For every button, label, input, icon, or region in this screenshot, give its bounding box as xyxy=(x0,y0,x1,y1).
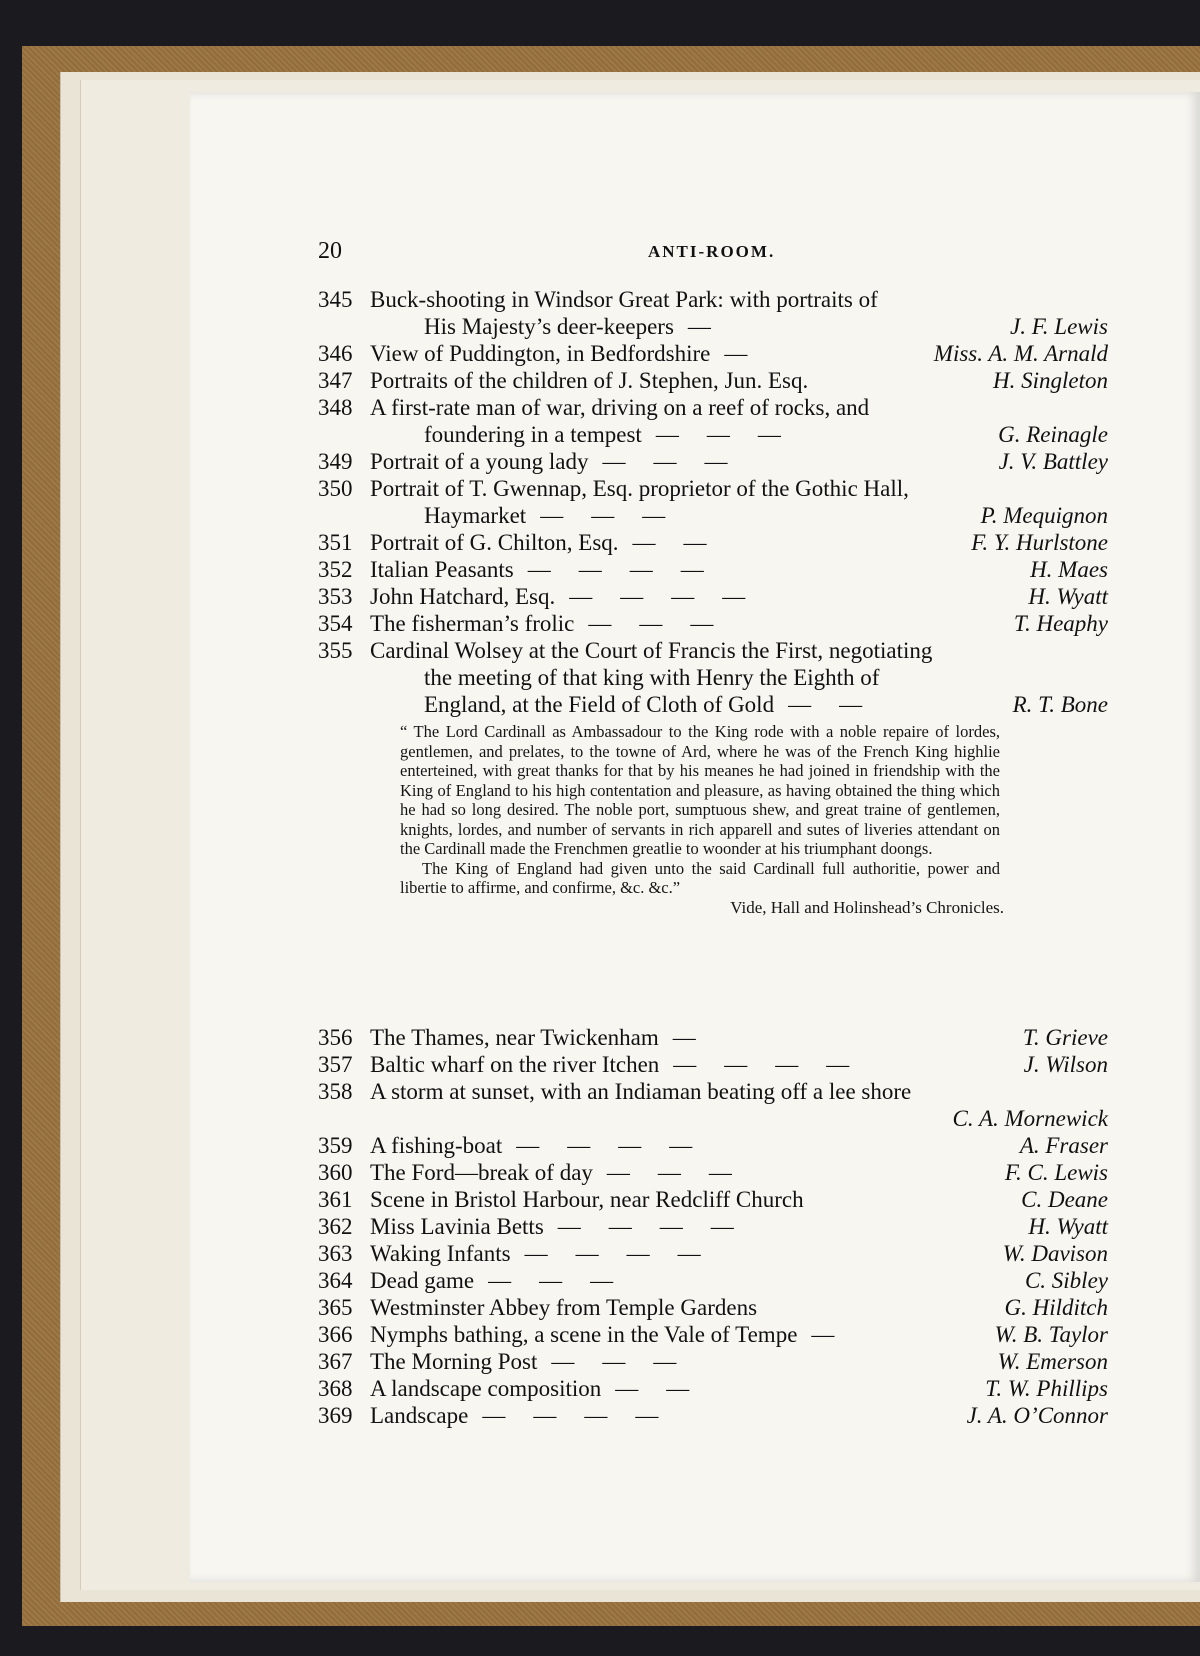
entry-title-text: Miss Lavinia Betts xyxy=(370,1214,544,1239)
entry-number: 353 xyxy=(318,584,353,609)
entry-title-text: The Thames, near Twickenham xyxy=(370,1025,659,1050)
leader-dash: — xyxy=(653,449,677,474)
artist-name: C. Deane xyxy=(1021,1187,1108,1212)
entry-line xyxy=(318,1105,1108,1132)
entry-number: 350 xyxy=(318,476,353,501)
leader-dash: — xyxy=(591,503,615,528)
entry-title-text: A first-rate man of war, driving on a reef of rocks, and xyxy=(370,395,870,420)
catalogue-entry xyxy=(318,286,1108,340)
entry-number: 357 xyxy=(318,1052,353,1077)
entry-title-text: The fisherman’s frolic xyxy=(370,611,575,636)
entry-title-text: foundering in a tempest xyxy=(424,422,642,447)
catalogue-entry xyxy=(318,1213,1108,1240)
quote-attribution: Vide, Hall and Holinshead’s Chronicles. xyxy=(730,897,1004,917)
entry-title-text: The Ford—break of day xyxy=(370,1160,593,1185)
leader-dash: — xyxy=(687,314,711,339)
entry-number: 356 xyxy=(318,1025,353,1050)
entry-line xyxy=(318,1186,1108,1213)
catalogue-entry xyxy=(318,1132,1108,1159)
entry-title-text: England, at the Field of Cloth of Gold xyxy=(424,692,775,717)
artist-name: J. F. Lewis xyxy=(1010,314,1108,339)
entry-number: 359 xyxy=(318,1133,353,1158)
catalogue-entry xyxy=(318,610,1108,637)
page-number: 20 xyxy=(318,238,342,264)
leader-dash: — xyxy=(608,1214,632,1239)
entry-title-text: Buck-shooting in Windsor Great Park: with portraits of xyxy=(370,287,878,312)
leader-dash: — xyxy=(677,1241,701,1266)
artist-name: W. B. Taylor xyxy=(994,1322,1108,1347)
entry-title-text: Baltic wharf on the river Itchen xyxy=(370,1052,660,1077)
artist-name: A. Fraser xyxy=(1019,1133,1108,1158)
entry-number: 345 xyxy=(318,287,353,312)
entry-line xyxy=(318,1267,1108,1294)
entry-number: 368 xyxy=(318,1376,353,1401)
artist-name: F. C. Lewis xyxy=(1004,1160,1108,1185)
entry-line xyxy=(318,664,1108,691)
artist-name: T. Grieve xyxy=(1022,1025,1108,1050)
artist-name: H. Singleton xyxy=(993,368,1108,393)
catalogue-entry xyxy=(318,556,1108,583)
entry-title-text: Landscape xyxy=(370,1403,469,1428)
entry-line xyxy=(318,610,1108,637)
entry-title-text: View of Puddington, in Bedfordshire xyxy=(370,341,711,366)
leader-dash: — xyxy=(602,449,626,474)
artist-name: H. Wyatt xyxy=(1028,1214,1108,1239)
leader-dash: — xyxy=(629,557,653,582)
leader-dash: — xyxy=(567,1133,591,1158)
entry-line xyxy=(318,1024,1108,1051)
catalogue-entry xyxy=(318,1186,1108,1213)
entry-line xyxy=(318,637,1108,664)
entry-title-text: Cardinal Wolsey at the Court of Francis the First, negotiating xyxy=(370,638,933,663)
artist-name: Miss. A. M. Arnald xyxy=(933,341,1108,366)
quote-paragraph-1: “ The Lord Cardinall as Ambassadour to the King rode with a noble repaire of lordes, gentlemen, and prelates, to the towne of Ard, where he was of the French King highlie enterteined, with great thanks for that by his meanes he had joined in friendship with the King of England to his high contentation and pleasure, as having obtained the thing which he had so long desired. The noble port, sumptuous shew, and great traine of gentlemen, knights, lordes, and number of servants in rich apparell and sutes of liveries attendant on the Cardinall made the Frenchmen greatlie to woonder at his triumphant doongs. xyxy=(400,722,1000,858)
entry-number: 355 xyxy=(318,638,353,663)
catalogue-entry xyxy=(318,340,1108,367)
leader-dash: — xyxy=(620,584,644,609)
entry-line xyxy=(318,313,1108,340)
entry-number: 362 xyxy=(318,1214,353,1239)
catalogue-entry xyxy=(318,394,1108,448)
catalogue-entry xyxy=(318,367,1108,394)
entry-title-text: A storm at sunset, with an Indiaman beating off a lee shore xyxy=(370,1079,912,1104)
catalogue-entry xyxy=(318,1294,1108,1321)
quote-paragraph-2: The King of England had given unto the said Cardinall full authoritie, power and libertie to affirme, and confirme, &c. &c.” xyxy=(400,858,1000,897)
leader-dash: — xyxy=(539,1268,563,1293)
leader-dash: — xyxy=(488,1268,512,1293)
entry-number: 347 xyxy=(318,368,353,393)
leader-dash: — xyxy=(659,1214,683,1239)
entry-line xyxy=(318,1240,1108,1267)
catalogue-entry xyxy=(318,475,1108,529)
leader-dash: — xyxy=(826,1052,850,1077)
entry-number: 361 xyxy=(318,1187,353,1212)
leader-dash: — xyxy=(569,584,593,609)
entry-title-text: Portrait of a young lady xyxy=(370,449,589,474)
entry-line xyxy=(318,691,1108,718)
entry-title-text: A landscape composition xyxy=(370,1376,602,1401)
entry-title-text: Scene in Bristol Harbour, near Redcliff Church xyxy=(370,1187,804,1212)
leader-dash: — xyxy=(690,611,714,636)
leader-dash: — xyxy=(618,1133,642,1158)
entry-line xyxy=(318,529,1108,556)
artist-name: H. Maes xyxy=(1030,557,1108,582)
entry-title-text: A fishing-boat xyxy=(370,1133,503,1158)
catalogue-entry xyxy=(318,583,1108,610)
leader-dash: — xyxy=(540,503,564,528)
leader-dash: — xyxy=(704,449,728,474)
entry-number: 346 xyxy=(318,341,353,366)
artist-name: C. Sibley xyxy=(1024,1268,1108,1293)
leader-dash: — xyxy=(642,503,666,528)
leader-dash: — xyxy=(680,557,704,582)
entry-line xyxy=(318,340,1108,367)
leader-dash: — xyxy=(666,1376,690,1401)
entry-title-text: The Morning Post xyxy=(370,1349,538,1374)
leader-dash: — xyxy=(708,1160,732,1185)
artist-name: H. Wyatt xyxy=(1028,584,1108,609)
entry-title-text: Italian Peasants xyxy=(370,557,514,582)
chronicle-quotation xyxy=(400,722,1004,917)
leader-dash: — xyxy=(683,530,707,555)
entry-title-text: Dead game xyxy=(370,1268,475,1293)
leader-dash: — xyxy=(557,1214,581,1239)
leader-dash: — xyxy=(722,584,746,609)
entry-line xyxy=(318,1402,1108,1429)
leader-dash: — xyxy=(632,530,656,555)
catalogue-entry xyxy=(318,1024,1108,1051)
entry-line xyxy=(318,421,1108,448)
artist-name: G. Hilditch xyxy=(1004,1295,1108,1320)
leader-dash: — xyxy=(524,1241,548,1266)
entry-number: 351 xyxy=(318,530,353,555)
entry-title-text: Haymarket xyxy=(424,503,527,528)
entry-title-text: John Hatchard, Esq. xyxy=(370,584,556,609)
entry-title-text: Portrait of G. Chilton, Esq. xyxy=(370,530,619,555)
entry-line xyxy=(318,1159,1108,1186)
entry-title-text: Nymphs bathing, a scene in the Vale of Tempe xyxy=(370,1322,798,1347)
leader-dash: — xyxy=(788,692,812,717)
leader-dash: — xyxy=(516,1133,540,1158)
entry-number: 354 xyxy=(318,611,353,636)
entry-line xyxy=(318,556,1108,583)
artist-name: R. T. Bone xyxy=(1012,692,1108,717)
catalogue-entry xyxy=(318,637,1108,718)
entry-number: 364 xyxy=(318,1268,353,1293)
leader-dash: — xyxy=(626,1241,650,1266)
leader-dash: — xyxy=(839,692,863,717)
entry-number: 358 xyxy=(318,1079,353,1104)
entry-number: 367 xyxy=(318,1349,353,1374)
artist-name: T. Heaphy xyxy=(1013,611,1108,636)
entry-number: 352 xyxy=(318,557,353,582)
entry-number: 363 xyxy=(318,1241,353,1266)
page-title: ANTI-ROOM. xyxy=(648,242,776,261)
leader-dash: — xyxy=(669,1133,693,1158)
catalogue-entry xyxy=(318,1321,1108,1348)
entry-line xyxy=(318,502,1108,529)
leader-dash: — xyxy=(584,1403,608,1428)
artist-name: G. Reinagle xyxy=(998,422,1108,447)
entry-line xyxy=(318,1213,1108,1240)
catalogue-entries-bottom xyxy=(318,1024,1108,1429)
entry-line xyxy=(318,475,1108,502)
leader-dash: — xyxy=(527,557,551,582)
leader-dash: — xyxy=(672,1025,696,1050)
entry-title-text: the meeting of that king with Henry the Eighth of xyxy=(424,665,880,690)
leader-dash: — xyxy=(655,422,679,447)
running-header xyxy=(318,238,1098,268)
catalogue-entry xyxy=(318,1402,1108,1429)
catalogue-entry xyxy=(318,1348,1108,1375)
entry-title-text: His Majesty’s deer-keepers xyxy=(424,314,674,339)
entry-number: 369 xyxy=(318,1403,353,1428)
catalogue-entry xyxy=(318,1267,1108,1294)
leader-dash: — xyxy=(724,341,748,366)
leader-dash: — xyxy=(606,1160,630,1185)
leader-dash: — xyxy=(635,1403,659,1428)
artist-name: T. W. Phillips xyxy=(985,1376,1108,1401)
entry-line xyxy=(318,394,1108,421)
catalogue-entries-top xyxy=(318,286,1108,718)
artist-name: C. A. Mornewick xyxy=(952,1106,1108,1131)
leader-dash: — xyxy=(653,1349,677,1374)
leader-dash: — xyxy=(615,1376,639,1401)
leader-dash: — xyxy=(533,1403,557,1428)
leader-dash: — xyxy=(671,584,695,609)
artist-name: F. Y. Hurlstone xyxy=(971,530,1108,555)
catalogue-entry xyxy=(318,1078,1108,1132)
artist-name: J. A. O’Connor xyxy=(966,1403,1108,1428)
leader-dash: — xyxy=(757,422,781,447)
entry-line xyxy=(318,1321,1108,1348)
leader-dash: — xyxy=(673,1052,697,1077)
catalogue-entry xyxy=(318,448,1108,475)
leader-dash: — xyxy=(588,611,612,636)
entry-title-text: Waking Infants xyxy=(370,1241,511,1266)
catalogue-entry xyxy=(318,529,1108,556)
entry-line xyxy=(318,286,1108,313)
entry-line xyxy=(318,1051,1108,1078)
entry-title-text: Portrait of T. Gwennap, Esq. proprietor of the Gothic Hall, xyxy=(370,476,909,501)
leader-dash: — xyxy=(575,1241,599,1266)
artist-name: J. Wilson xyxy=(1023,1052,1108,1077)
entry-title-text: Westminster Abbey from Temple Gardens xyxy=(370,1295,758,1320)
leader-dash: — xyxy=(657,1160,681,1185)
artist-name: J. V. Battley xyxy=(998,449,1108,474)
catalogue-entry xyxy=(318,1240,1108,1267)
entry-line xyxy=(318,1375,1108,1402)
leader-dash: — xyxy=(551,1349,575,1374)
leader-dash: — xyxy=(706,422,730,447)
entry-line xyxy=(318,1348,1108,1375)
entry-number: 365 xyxy=(318,1295,353,1320)
leader-dash: — xyxy=(710,1214,734,1239)
leader-dash: — xyxy=(602,1349,626,1374)
entry-line xyxy=(318,367,1108,394)
catalogue-entry xyxy=(318,1051,1108,1078)
catalogue-entry xyxy=(318,1375,1108,1402)
entry-title-text: Portraits of the children of J. Stephen, Jun. Esq. xyxy=(370,368,809,393)
artist-name: P. Mequignon xyxy=(980,503,1108,528)
entry-number: 349 xyxy=(318,449,353,474)
entry-number: 348 xyxy=(318,395,353,420)
artist-name: W. Davison xyxy=(1002,1241,1108,1266)
entry-number: 366 xyxy=(318,1322,353,1347)
artist-name: W. Emerson xyxy=(997,1349,1108,1374)
entry-line xyxy=(318,583,1108,610)
catalogue-entry xyxy=(318,1159,1108,1186)
entry-line xyxy=(318,448,1108,475)
entry-line xyxy=(318,1078,1108,1105)
entry-line xyxy=(318,1132,1108,1159)
entry-line xyxy=(318,1294,1108,1321)
leader-dash: — xyxy=(811,1322,835,1347)
entry-number: 360 xyxy=(318,1160,353,1185)
leader-dash: — xyxy=(482,1403,506,1428)
leader-dash: — xyxy=(775,1052,799,1077)
leader-dash: — xyxy=(724,1052,748,1077)
leader-dash: — xyxy=(578,557,602,582)
leader-dash: — xyxy=(590,1268,614,1293)
leader-dash: — xyxy=(639,611,663,636)
